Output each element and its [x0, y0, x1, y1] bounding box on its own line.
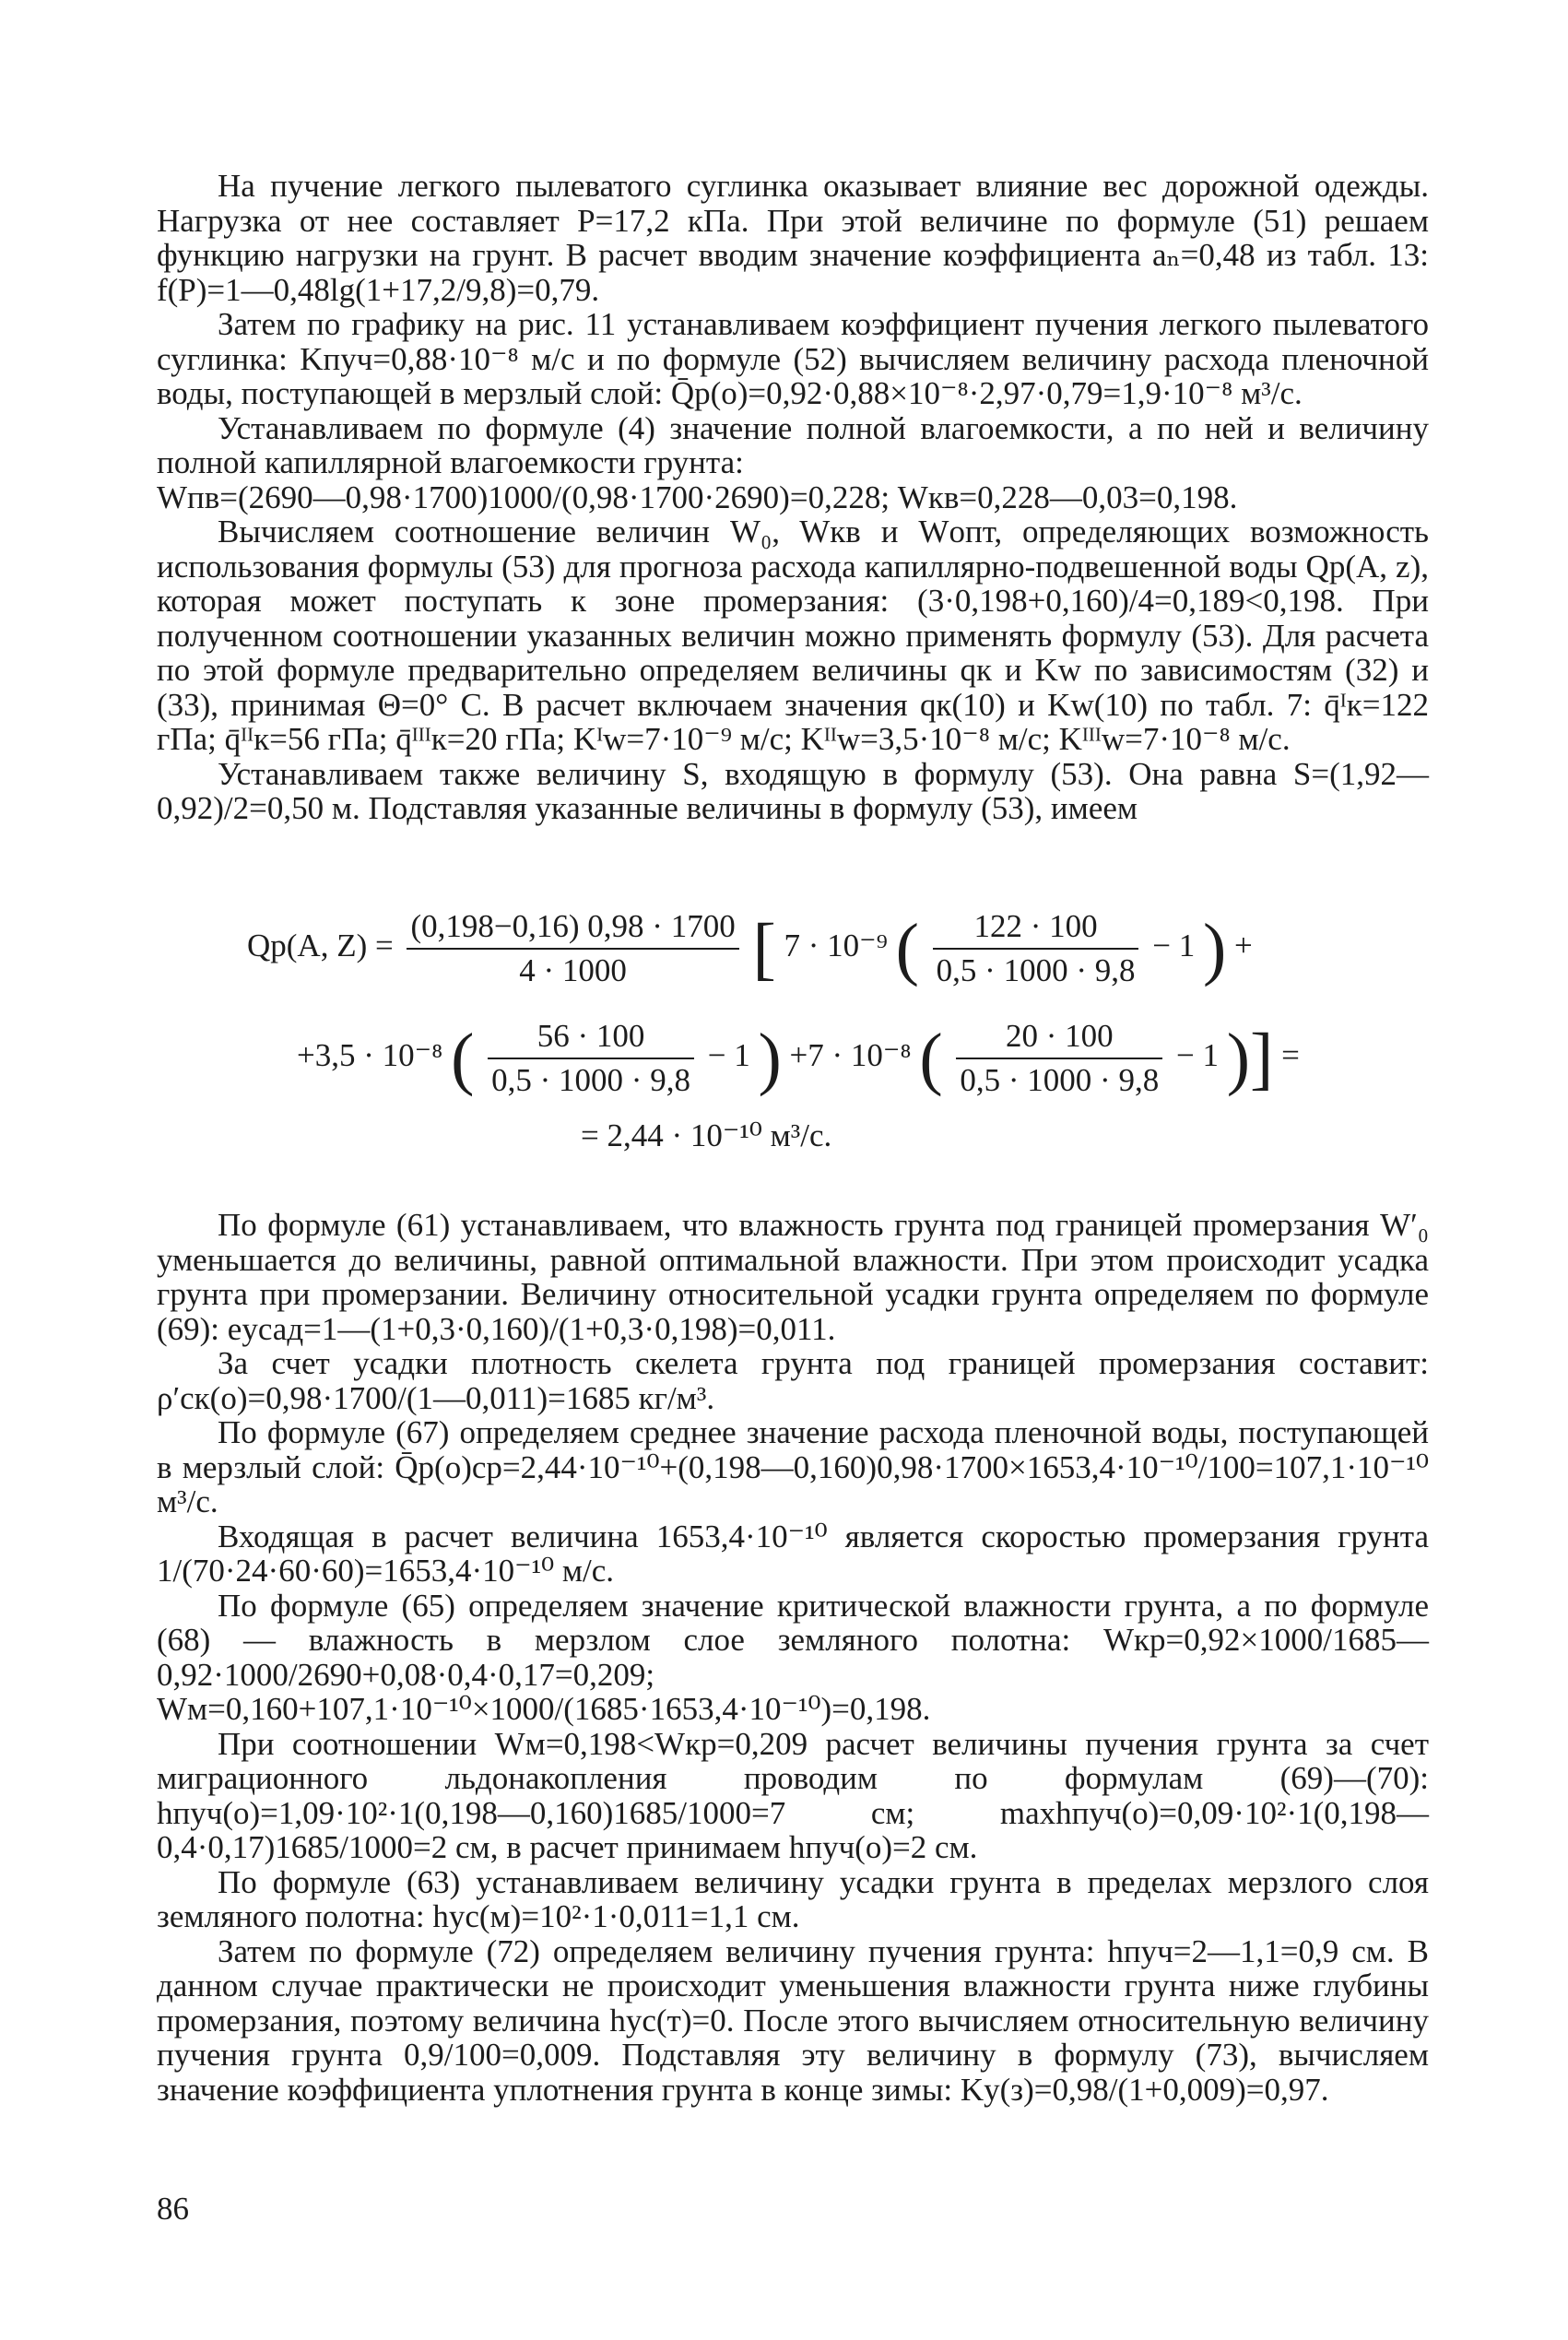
fraction: $\frac{(0,198-0,16) 0,98 \cdot 1700}{4 \cdot 1000}$ — [407, 908, 738, 989]
paragraph: Вычисляем соотношение величин W₀, Wкв и Wопт, определяющих возможность использования формулы (53) для прогноза расхода капиллярно-подвешенной воды Qр(A, z), которая может поступать к зоне промерзания: (3·0,198+0,160)/4=0,189<0,198. При полученном соотношении указанных величин можно применять формулу (53). Для расчета по этой формуле предварительно определяем величины qк и Kw по зависимостям (32) и (33), принимая Θ=0° C. В расчет включаем значения qк(10) и Kw(10) по табл. 7: q̄ᴵк=122 гПа; q̄ᴵᴵк=56 гПа; q̄ᴵᴵᴵк=20 гПа; Kᴵw=7·10⁻⁹ м/с; Kᴵᴵw=3,5·10⁻⁸ м/с; Kᴵᴵᴵw=7·10⁻⁸ м/с. — [157, 514, 1429, 757]
fraction: $\frac{20 \cdot 100}{0,5 \cdot 1000 \cdot 9,8}$ — [956, 1018, 1162, 1099]
paragraph: За счет усадки плотность скелета грунта под границей промерзания составит: ρ′ск(о)=0,98·1700/(1—0,011)=1685 кг/м³. — [157, 1345, 1429, 1416]
paragraph: На пучение легкого пылеватого суглинка оказывает влияние вес дорожной одежды. Нагрузка от нее составляет P=17,2 кПа. При этой величине по формуле (51) решаем функцию нагрузки на грунт. В расчет вводим значение коэффициента aₙ=0,48 из табл. 13: f(P)=1—0,48lg(1+17,2/9,8)=0,79. — [157, 168, 1429, 308]
paragraph: По формуле (61) устанавливаем, что влажность грунта под границей промерзания W′₀ уменьшается до величины, равной оптимальной влажности. При этом происходит усадка грунта при промерзании. Величину относительной усадки грунта определяем по формуле (69): eусад=1—(1+0,3·0,160)/(1+0,3·0,198)=0,011. — [157, 1207, 1429, 1347]
paragraph: Затем по формуле (72) определяем величину пучения грунта: hпуч=2—1,1=0,9 см. В данном случае практически не происходит уменьшения влажности грунта ниже глубины промерзания, поэтому величина hус(т)=0. После этого вычисляем относительную величину пучения грунта 0,9/100=0,009. Подставляя эту величину в формулу (73), вычисляем значение коэффициента уплотнения грунта в конце зимы: Kу(з)=0,98/(1+0,009)=0,97. — [157, 1932, 1429, 2108]
paragraph: Входящая в расчет величина 1653,4·10⁻¹⁰ является скоростью промерзания грунта 1/(70·24·60·60)=1653,4·10⁻¹⁰ м/с. — [157, 1518, 1429, 1589]
formula-line-2: +3,5 · 10⁻⁸ ( $\frac{56 \cdot 100}{0,5 \cdot 1000 \cdot 9,8}$ − 1 ) +7 · 10⁻⁸ ( $\frac{20 \cdot 100}{0,5 \cdot 1000 \cdot 9,8}$ − 1 )] = — [297, 1018, 1300, 1098]
paragraph: Устанавливаем также величину S, входящую в формулу (53). Она равна S=(1,92—0,92)/2=0,50 м. Подставляя указанные величины в формулу (53), имеем — [157, 755, 1429, 826]
formula-term: +7 · 10⁻⁸ — [789, 1037, 912, 1074]
paragraph: Устанавливаем по формуле (4) значение полной влагоемкости, а по ней и величину полной капиллярной влагоемкости грунта: — [157, 409, 1429, 480]
formula-line-1: Qр(A, Z) = $\frac{(0,198-0,16) 0,98 \cdot 1700}{4 \cdot 1000}$ [ 7 · 10⁻⁹ ( $\frac{122 \cdot 100}{0,5 \cdot 1000 \cdot 9,8}$ − 1 ) + — [247, 908, 1253, 988]
paragraph: При соотношении Wм=0,198<Wкр=0,209 расчет величины пучения грунта за счет миграционного льдонакопления проводим по формулам (69)—(70): hпуч(о)=1,09·10²·1(0,198—0,160)1685/1000=7 см; maxhпуч(о)=0,09·10²·1(0,198—0,4·0,17)1685/1000=2 см, в расчет принимаем hпуч(о)=2 см. — [157, 1725, 1429, 1865]
formula-term: +3,5 · 10⁻⁸ — [297, 1037, 443, 1074]
formula-result: = 2,44 · 10⁻¹⁰ м³/с. — [581, 1117, 832, 1153]
paragraph: По формуле (63) устанавливаем величину усадки грунта в пределах мерзлого слоя земляного полотна: hус(м)=10²·1·0,011=1,1 см. — [157, 1863, 1429, 1934]
text-block-top — [157, 169, 1429, 826]
paragraph: По формуле (65) определяем значение критической влажности грунта, а по формуле (68) — влажность в мерзлом слое земляного полотна: Wкр=0,92×1000/1685—0,92·1000/2690+0,08·0,4·0,17=0,209; Wм=0,160+107,1·10⁻¹⁰×1000/(1685·1653,4·10⁻¹⁰)=0,198. — [157, 1587, 1429, 1727]
paragraph: По формуле (67) определяем среднее значение расхода пленочной воды, поступающей в мерзлый слой: Q̄р(о)ср=2,44·10⁻¹⁰+(0,198—0,160)0,98·1700×1653,4·10⁻¹⁰/100=107,1·10⁻¹⁰ м³/с. — [157, 1414, 1429, 1519]
formula-term: 7 · 10⁻⁹ — [784, 928, 888, 964]
formula-lhs: Qр(A, Z) = — [247, 928, 394, 964]
paragraph: Затем по графику на рис. 11 устанавливаем коэффициент пучения легкого пылеватого суглинка: Kпуч=0,88·10⁻⁸ м/с и по формуле (52) вычисляем величину расхода пленочной воды, поступающей в мерзлый слой: Q̄р(о)=0,92·0,88×10⁻⁸·2,97·0,79=1,9·10⁻⁸ м³/с. — [157, 306, 1429, 411]
fraction: $\frac{56 \cdot 100}{0,5 \cdot 1000 \cdot 9,8}$ — [488, 1018, 694, 1099]
page-number: 86 — [157, 2191, 189, 2227]
paragraph: Wпв=(2690—0,98·1700)1000/(0,98·1700·2690)=0,228; Wкв=0,228—0,03=0,198. — [157, 479, 1238, 515]
text-block-bottom — [157, 1208, 1429, 2107]
fraction: $\frac{122 \cdot 100}{0,5 \cdot 1000 \cdot 9,8}$ — [933, 908, 1139, 989]
